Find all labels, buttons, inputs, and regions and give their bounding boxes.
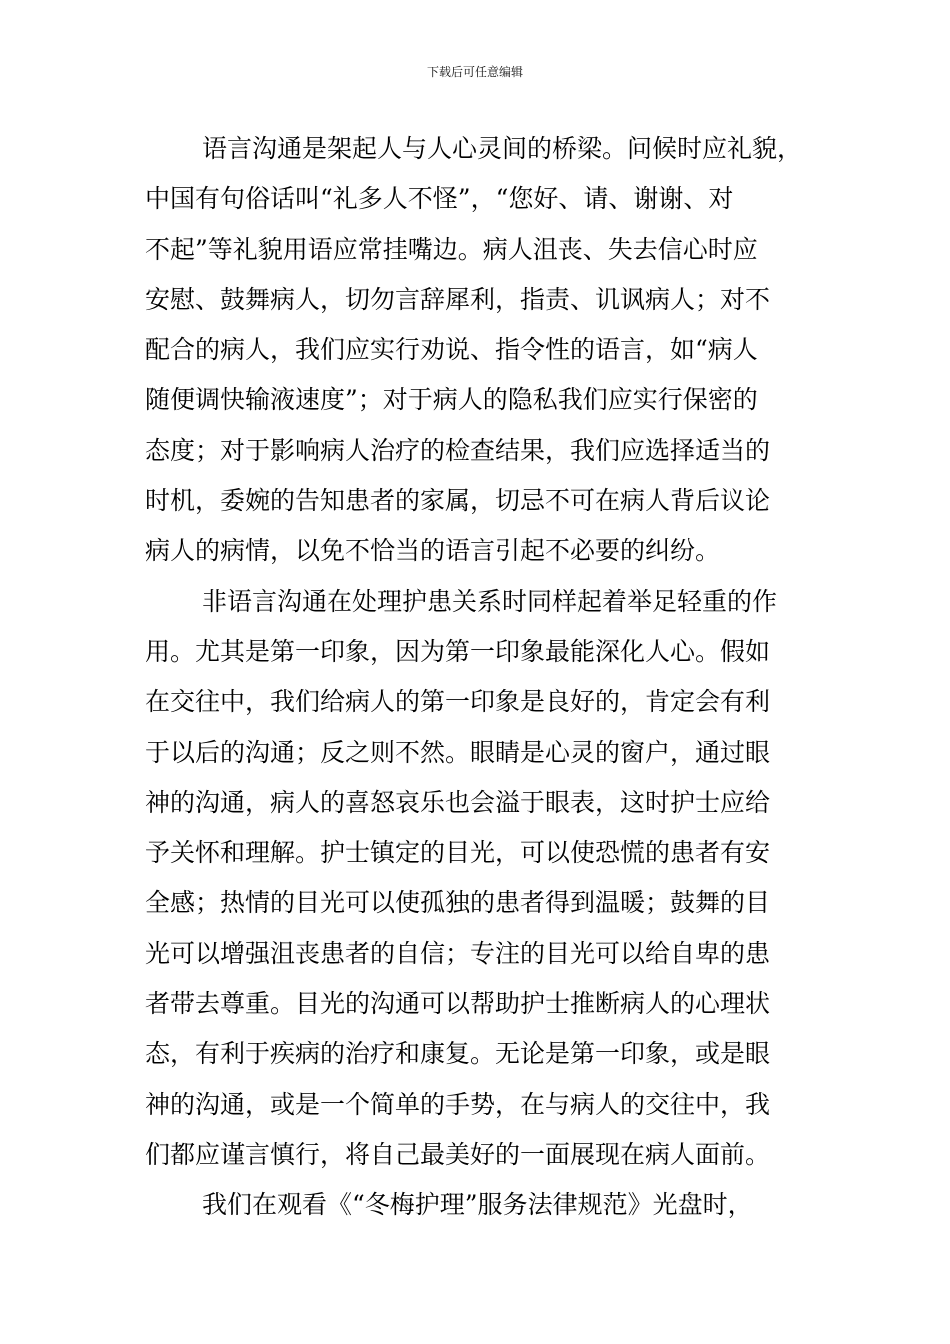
text-line: 们都应谨言慎行，将自己最美好的一面展现在病人面前。: [145, 1139, 771, 1169]
paragraph-nonverbal-communication: [145, 577, 810, 1181]
text-line: 中国有句俗话叫“礼多人不怪”，“您好、请、谢谢、对: [145, 184, 734, 214]
text-line: 病人的病情，以免不恰当的语言引起不必要的纠纷。: [145, 536, 721, 566]
text-line: 全感；热情的目光可以使孤独的患者得到温暖；鼓舞的目: [145, 888, 771, 918]
text-line: 时机，委婉的告知患者的家属，切忌不可在病人背后议论: [145, 486, 771, 516]
text-line: 用。尤其是第一印象，因为第一印象最能深化人心。假如: [145, 636, 771, 666]
text-line: 语言沟通是架起人与人心灵间的桥梁。问候时应礼貌，: [202, 134, 803, 163]
text-line: 神的沟通，病人的喜怒哀乐也会溢于眼表，这时护士应给: [145, 787, 771, 817]
text-line: 态度；对于影响病人治疗的检查结果，我们应选择适当的: [145, 435, 771, 465]
text-line: 非语言沟通在处理护患关系时同样起着举足轻重的作: [202, 586, 778, 616]
text-line: 者带去尊重。目光的沟通可以帮助护士推断病人的心理状: [145, 989, 771, 1019]
text-line: 安慰、鼓舞病人，切勿言辞犀利，指责、讥讽病人；对不: [145, 284, 771, 314]
text-line: 配合的病人，我们应实行劝说、指令性的语言，如“病人: [145, 335, 758, 365]
text-line: 我们在观看《“冬梅护理”服务法律规范》光盘时，: [202, 1190, 753, 1220]
text-line: 予关怀和理解。护士镇定的目光，可以使恐慌的患者有安: [145, 838, 771, 868]
text-line: 随便调快输液速度”；对于病人的隐私我们应实行保密的: [145, 385, 758, 415]
text-line: 不起”等礼貌用语应常挂嘴边。病人沮丧、失去信心时应: [145, 234, 758, 264]
paragraph-video-viewing: [145, 1180, 810, 1230]
text-line: 光可以增强沮丧患者的自信；专注的目光可以给自卑的患: [145, 938, 771, 968]
document-body: [145, 124, 810, 1231]
paragraph-verbal-communication: [145, 124, 810, 577]
text-line: 神的沟通，或是一个简单的手势，在与病人的交往中，我: [145, 1089, 771, 1119]
text-line: 态，有利于疾病的治疗和康复。无论是第一印象，或是眼: [145, 1039, 771, 1069]
text-line: 在交往中，我们给病人的第一印象是良好的，肯定会有利: [145, 687, 771, 717]
page-header: 下载后可任意编辑: [426, 65, 523, 79]
text-line: 于以后的沟通；反之则不然。眼睛是心灵的窗户，通过眼: [145, 737, 771, 767]
